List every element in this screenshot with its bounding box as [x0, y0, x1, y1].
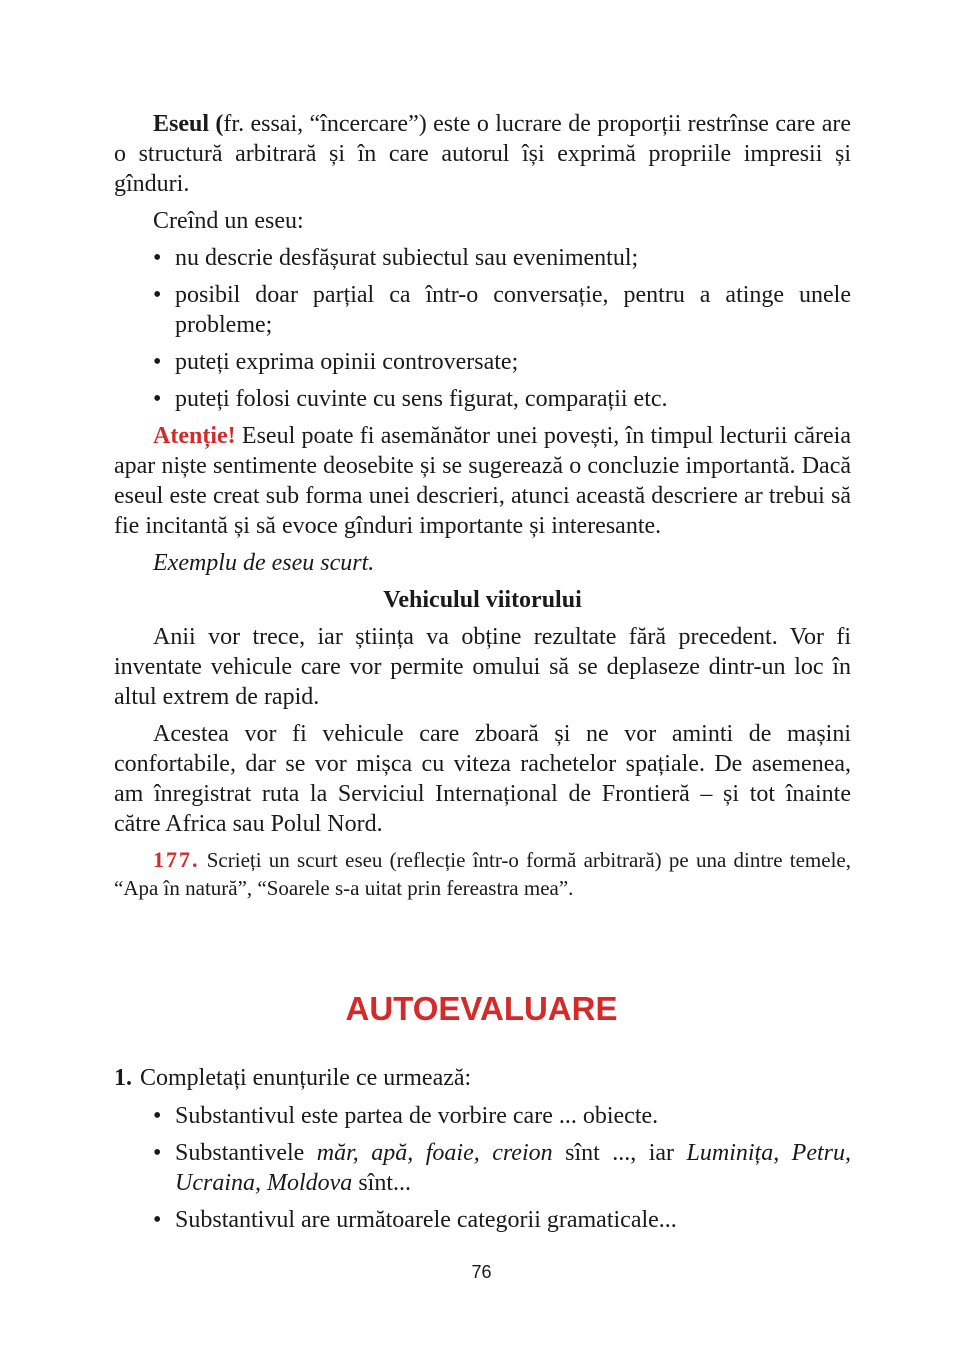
self-evaluation — [114, 1063, 851, 1242]
essay-definition — [114, 109, 851, 199]
essay-definition-text: fr. essai, “încercare”) este o lucrare de proporții restrînse care are o structură arbitrară și în care autorul își exprimă propriile impresii și gînduri. — [114, 111, 851, 197]
bullet-icon: • — [153, 1207, 162, 1233]
bullet-icon: • — [153, 1140, 162, 1166]
section-heading: AUTOEVALUARE — [345, 990, 618, 1027]
list-item: • posibil doar parțial ca într-o conversație, pentru a atinge unele probleme; — [153, 282, 851, 338]
list-item: • nu descrie desfășurat subiectul sau evenimentul; — [153, 245, 639, 271]
essay-paragraph: Acestea vor fi vehicule care zboară și ne vor aminti de mașini confortabile, dar se vor mișca cu viteza rachetelor spațiale. De asemenea, am înregistrat ruta la Serviciul Internațional de Frontieră – și tot înainte către Africa sau Polul Nord. — [114, 721, 851, 837]
question-number: 1. — [114, 1065, 132, 1091]
list-item: • Substantivul este partea de vorbire care ... obiecte. — [153, 1103, 659, 1129]
question-bullets — [114, 1101, 851, 1235]
essay-title: Vehiculul viitorului — [383, 587, 582, 613]
page-number: 76 — [471, 1262, 492, 1282]
bullet-icon: • — [153, 349, 162, 375]
creating-bullets — [114, 243, 851, 414]
attention-label: Atenție! — [153, 423, 236, 449]
bullet-icon: • — [153, 386, 162, 412]
bullet-icon: • — [153, 245, 162, 271]
list-item: • puteți exprima opinii controversate; — [153, 349, 519, 375]
essay-paragraph: Anii vor trece, iar știința va obține rezultate fără precedent. Vor fi inventate vehicule care vor permite omului să se deplaseze dintr-un loc în altul extrem de rapid. — [114, 624, 851, 710]
essay-term: Eseul ( — [153, 111, 224, 137]
question-text: Completați enunțurile ce urmează: — [140, 1065, 472, 1091]
question-1 — [114, 1063, 851, 1093]
list-item: • Substantivele măr, apă, foaie, creion sînt ..., iar Luminița, Petru, Ucraina, Moldova sînt... — [153, 1140, 851, 1196]
exercise-text: Scrieți un scurt eseu (reflecție într-o formă arbitrară) pe una dintre temele, “Apa în natură”, “Soarele s-a uitat prin fereastra mea”. — [114, 848, 851, 900]
exercise-number: 177. — [153, 847, 200, 872]
list-item: • Substantivul are următoarele categorii gramaticale... — [153, 1207, 677, 1233]
exercise-177 — [114, 846, 851, 902]
creating-lead: Creînd un eseu: — [153, 208, 304, 234]
list-item: • puteți folosi cuvinte cu sens figurat, comparații etc. — [153, 386, 668, 412]
attention-paragraph — [114, 421, 851, 541]
bullet-icon: • — [153, 282, 162, 308]
bullet-icon: • — [153, 1103, 162, 1129]
example-label: Exemplu de eseu scurt. — [153, 550, 375, 576]
main-text — [114, 109, 851, 902]
attention-text: Eseul poate fi asemănător unei povești, în timpul lecturii căreia apar niște sentimente deosebite și se sugerează o concluzie importantă. Dacă eseul este creat sub forma unei descrieri, atunci această descriere ar trebui să fie incitantă și să evoce gînduri importante și interesante. — [114, 423, 851, 539]
